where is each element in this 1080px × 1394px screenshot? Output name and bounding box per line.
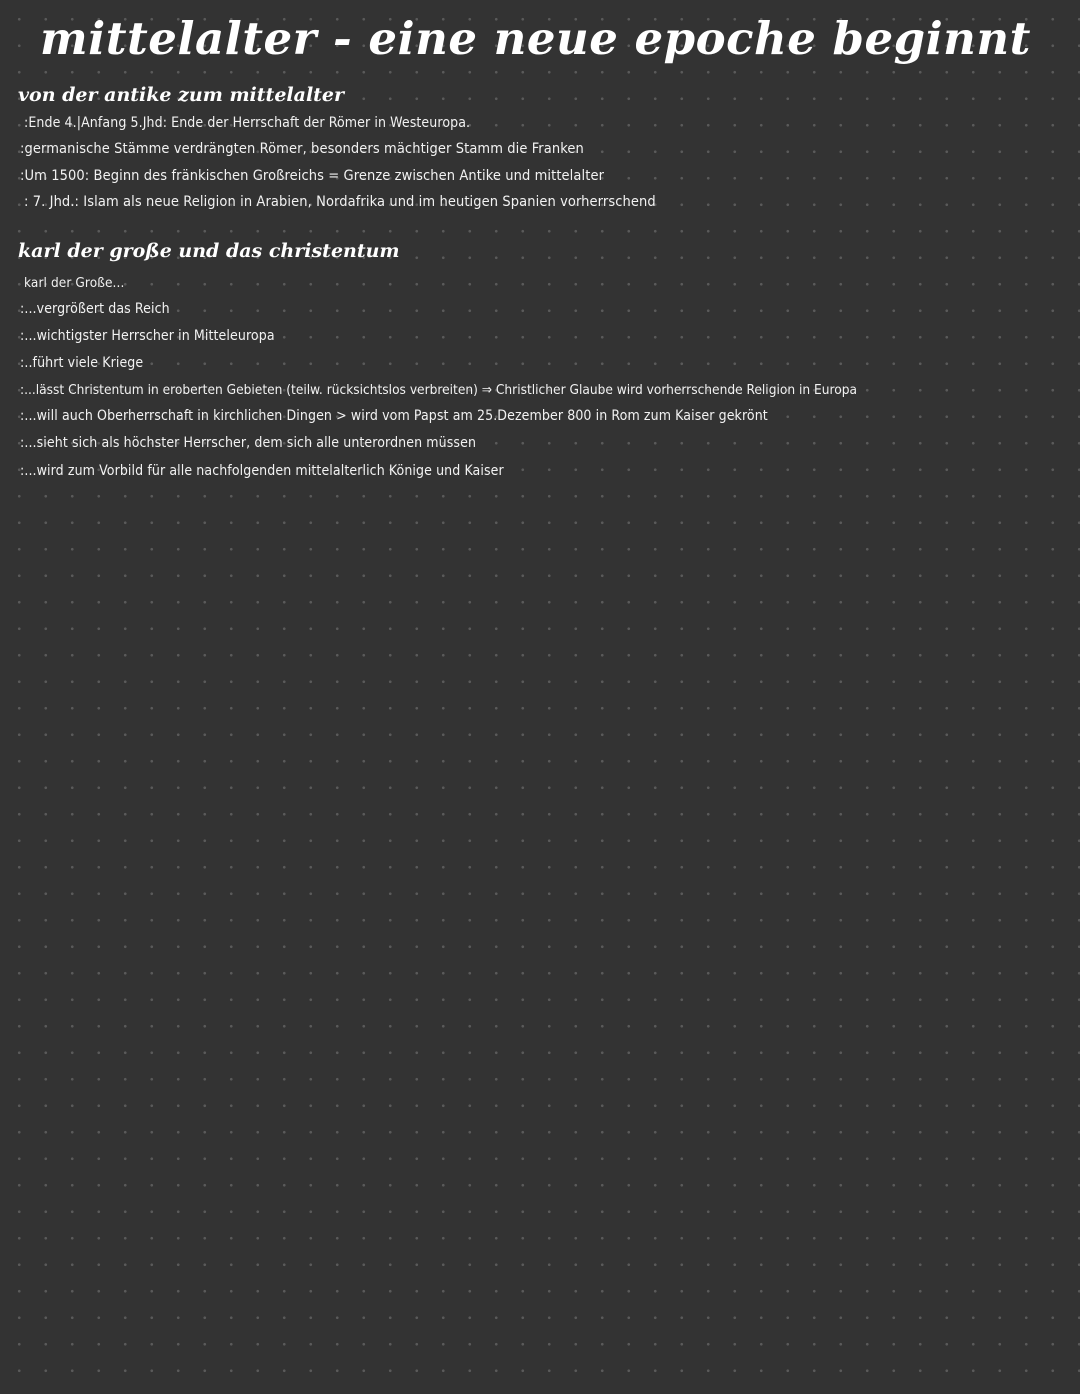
note-intro: karl der Große... [24, 275, 125, 291]
section-heading-antike: von der antike zum mittelalter [18, 84, 345, 106]
note-line: :...lässt Christentum in eroberten Gebieten (teilw. rücksichtslos verbreiten) ⇒ Christlicher Glaube wird vorherrschende Religion in Europa [20, 382, 857, 398]
note-line: :...vergrößert das Reich [20, 301, 170, 317]
section-heading-karl: karl der große und das christentum [18, 240, 400, 262]
note-line: :...sieht sich als höchster Herrscher, dem sich alle unterordnen müssen [20, 435, 477, 451]
page-title: mittelalter - eine neue epoche beginnt [40, 12, 1031, 65]
note-line: :...wichtigster Herrscher in Mitteleuropa [20, 328, 275, 344]
note-line: :germanische Stämme verdrängten Römer, besonders mächtiger Stamm die Franken [20, 141, 584, 157]
note-line: :..führt viele Kriege [20, 355, 144, 371]
note-line: :...will auch Oberherrschaft in kirchlichen Dingen > wird vom Papst am 25.Dezember 800 in Rom zum Kaiser gekrönt [20, 408, 768, 424]
note-line: : 7. Jhd.: Islam als neue Religion in Arabien, Nordafrika und im heutigen Spanien vorherrschend [24, 194, 656, 210]
note-line: :Um 1500: Beginn des fränkischen Großreichs = Grenze zwischen Antike und mittelalter [20, 168, 605, 184]
note-line: :...wird zum Vorbild für alle nachfolgenden mittelalterlich Könige und Kaiser [20, 463, 504, 479]
note-line: :Ende 4.|Anfang 5.Jhd: Ende der Herrschaft der Römer in Westeuropa. [24, 115, 471, 131]
